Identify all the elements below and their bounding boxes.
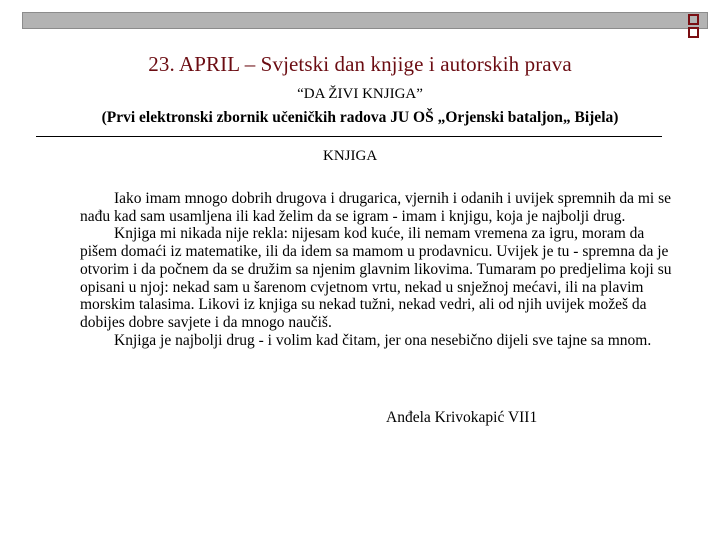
paragraph: Knjiga je najbolji drug - i volim kad čitam, jer ona nesebično dijeli sve tajne sa mnom.	[114, 331, 652, 349]
author-signature: Anđela Krivokapić VII1	[386, 409, 538, 426]
divider	[36, 136, 662, 137]
slide-title: 23. APRIL – Svjetski dan knjige i autorskih prava	[148, 52, 572, 76]
collection-caption: (Prvi elektronski zbornik učeničkih radova JU OŠ „Orjenski bataljon„ Bijela)	[101, 109, 619, 126]
top-bar	[22, 12, 708, 29]
article-heading: KNJIGA	[323, 148, 378, 164]
article-body	[80, 190, 672, 349]
paragraph: Iako imam mnogo dobrih drugova i drugarica, vjernih i odanih i uvijek spremnih da mi se nađu kad sam usamljena ili kad želim da se igram - imam i knjigu, koja je najbolji drug.	[80, 190, 672, 225]
decor-square-icon	[688, 14, 699, 25]
subtitle: “DA ŽIVI KNJIGA”	[297, 86, 423, 102]
decor-square-icon	[688, 27, 699, 38]
paragraph: Knjiga mi nikada nije rekla: nijesam kod kuće, ili nemam vremena za igru, moram da pišem domaći iz matematike, ili da idem sa mamom u prodavnicu. Uvijek je tu - spremna da je otvorim i da počnem da se družim sa njenim glavnim likovima. Tumaram po predjelima koji su opisani u njoj: nekad sam u šarenom cvjetnom vrtu, nekad u snježnoj mećavi, ili na plavim morskim talasima. Likovi iz knjiga su nekad tužni, nekad vedri, ali od njih uvijek možeš da dobijes dobre savjete i da mnogo naučiš.	[80, 225, 672, 331]
